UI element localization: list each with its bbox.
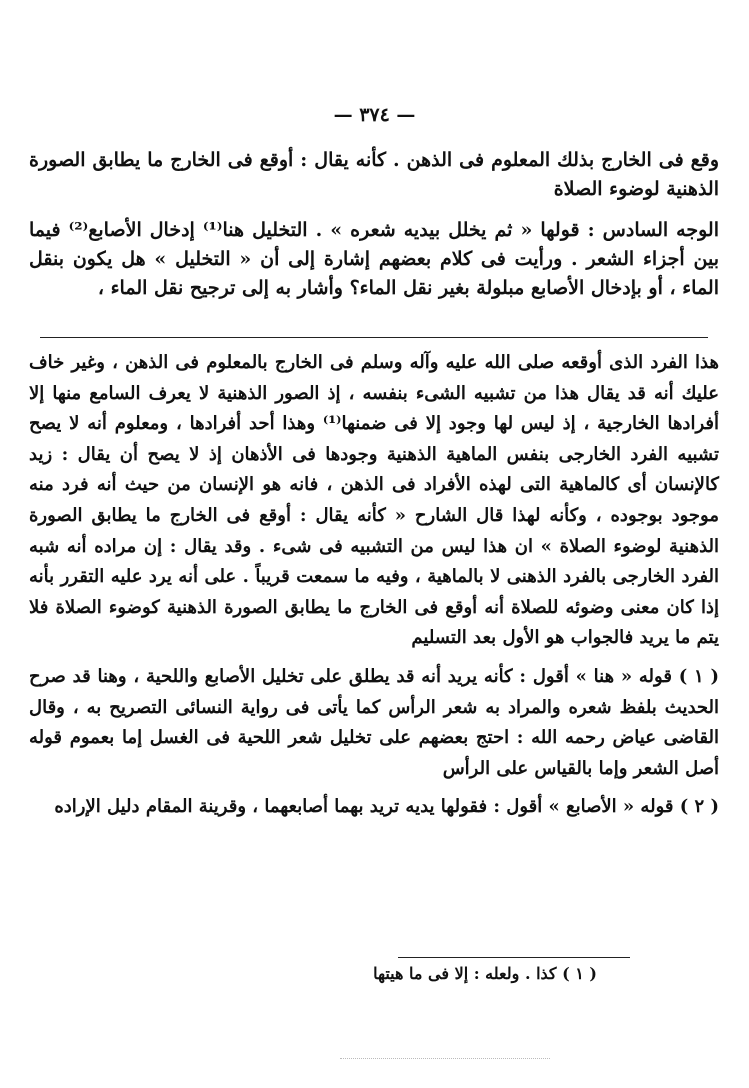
footnote-rule <box>398 957 630 958</box>
main-paragraph-1: وقع فى الخارج بذلك المعلوم فى الذهن . كأنه يقال : أوقع فى الخارج ما يطابق الصورة الذهنية لوضوء الصلاة <box>29 149 719 200</box>
page-number: — ٣٧٤ — <box>333 104 416 126</box>
main-text <box>29 146 719 313</box>
commentary-note-1: ( ١ ) قوله « هنا » أقول : كأنه يريد أنه قد يطلق على تخليل الأصابع واللحية ، وهنا قد صرح الحديث بلفظ شعره والمراد به شعر الرأس كما يأتى فى رواية النسائى التصريح به ، وقال القاضى عياض رحمه الله : احتج بعضهم على تخليل شعر اللحية فى الغسل إما بعموم قوله أصل الشعر وإما بالقياس على الرأس <box>29 665 720 779</box>
commentary-note-2: ( ٢ ) قوله « الأصابع » أقول : فقولها يديه تريد بهما أصابعهما ، وقرينة المقام دليل الإراده <box>54 796 719 818</box>
commentary-text <box>29 348 719 831</box>
section-divider <box>40 337 708 338</box>
footnote: ( ١ ) كذا . ولعله : إلا فى ما هيتها <box>373 964 597 983</box>
faint-bottom-rule <box>340 1058 550 1059</box>
main-paragraph-2: الوجه السادس : قولها « ثم يخلل بيديه شعره » . التخليل هنا⁽¹⁾ إدخال الأصابع⁽²⁾ فيما بين أجزاء الشعر . ورأيت فى كلام بعضهم إشارة إلى أن « التخليل » هل يكون بنقل الماء ، أو بإدخال الأصابع مبلولة بغير نقل الماء؟ وأشار به إلى ترجيح نقل الماء ، <box>29 219 719 299</box>
commentary-paragraph-1: هذا الفرد الذى أوقعه صلى الله عليه وآله وسلم فى الخارج بالمعلوم فى الذهن ، وغير خاف عليك أنه قد يقال هذا من تشبيه الشىء بنفسه ، إذ الصور الذهنية لا يعرف السامع منها إلا أفرادها الخارجية ، إذ ليس لها وجود إلا فى ضمنها⁽¹⁾ وهذا أحد أفرادها ، ومعلوم أنه لا يصح تشبيه الفرد الخارجى بنفس الماهية الذهنية وجودها فى الأذهان إذ لا يصح أن يقال : زيد كالإنسان أى كالماهية التى لهذه الأفراد فى الذهن ، فانه هو الإنسان من حيث أنه فرد منه موجود بوجوده ، وكأنه لهذا قال الشارح « كأنه يقال : أوقع فى الخارج ما يطابق الصورة الذهنية لوضوء الصلاة » ان هذا ليس من التشبيه فى شىء . وقد يقال : إن مراده أنه شبه الفرد الخارجى بالفرد الذهنى لا بالماهية ، وفيه ما سمعت قريباً . على أنه يرد عليه التقرر بأنه إذا كان معنى وضوئه للصلاة أنه أوقع فى الخارج ما يطابق الصورة الذهنية كوضوء الصلاة فلا يتم ما يريد فالجواب هو الأول بعد التسليم <box>29 352 719 649</box>
